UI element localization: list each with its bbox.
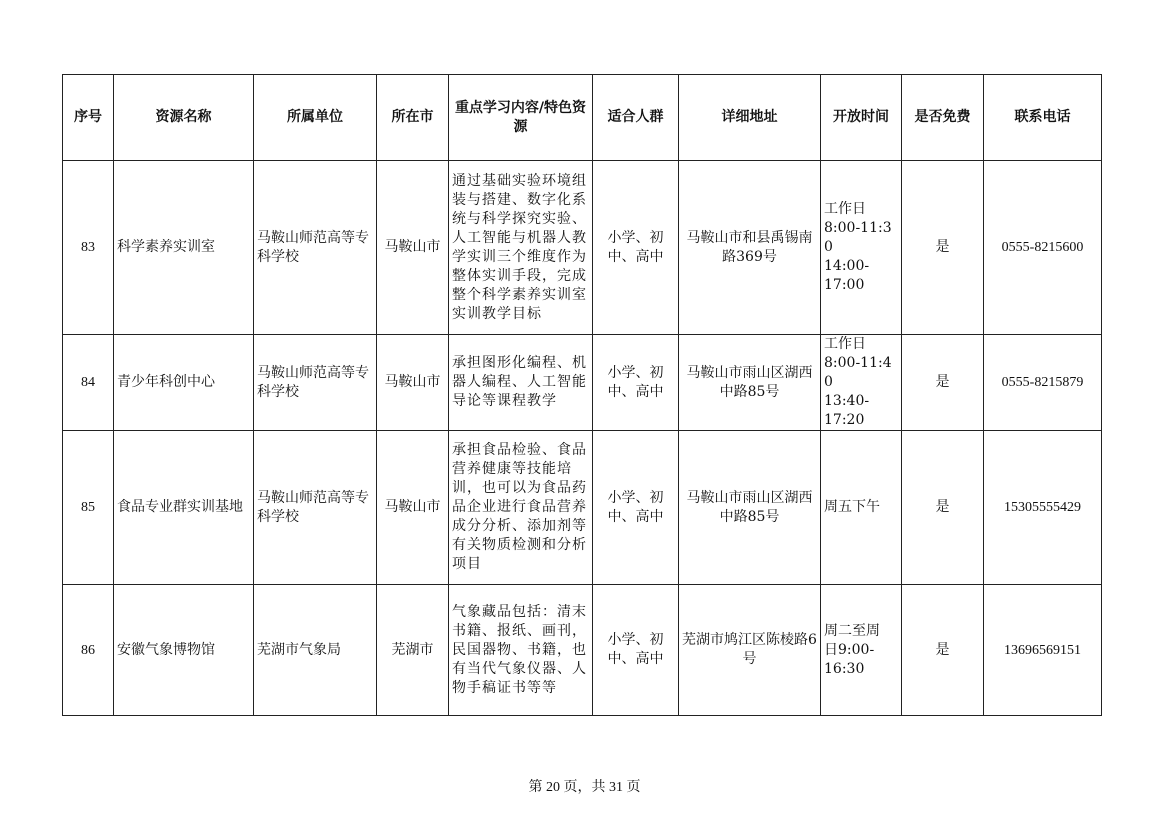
header-phone: 联系电话 (984, 75, 1102, 161)
unit: 马鞍山师范高等专科学校 (254, 335, 377, 431)
resource-name: 科学素养实训室 (114, 161, 254, 335)
city: 马鞍山市 (377, 335, 449, 431)
content (449, 161, 593, 335)
content: 承担食品检验、食品营养健康等技能培训，也可以为食品药品企业进行食品营养成分分析、添加剂等有关物质检测和分析项目 (449, 431, 593, 585)
address: 芜湖市鸠江区陈棱路6号 (679, 585, 821, 716)
resource-table (62, 74, 1102, 716)
open-hours (821, 161, 902, 335)
address: 马鞍山市雨山区湖西中路85号 (679, 431, 821, 585)
address: 马鞍山市雨山区湖西中路85号 (679, 335, 821, 431)
hours-line: 17:20 (824, 412, 865, 428)
unit: 马鞍山师范高等专科学校 (254, 431, 377, 585)
phone: 0555-8215600 (984, 161, 1102, 335)
audience: 小学、初中、高中 (593, 431, 679, 585)
hours-line: 14:00- (824, 258, 870, 274)
resource-name: 安徽气象博物馆 (114, 585, 254, 716)
audience: 小学、初中、高中 (593, 161, 679, 335)
phone: 13696569151 (984, 585, 1102, 716)
header-address: 详细地址 (679, 75, 821, 161)
content: 承担图形化编程、机器人编程、人工智能导论等课程教学 (449, 335, 593, 431)
header-content: 重点学习内容/特色资源 (449, 75, 593, 161)
row-number: 83 (63, 161, 114, 335)
audience: 小学、初中、高中 (593, 335, 679, 431)
header-free: 是否免费 (902, 75, 984, 161)
hours-line: 17:00 (824, 277, 865, 293)
header-name: 资源名称 (114, 75, 254, 161)
open-hours (821, 585, 902, 716)
table-row (63, 335, 1102, 431)
is-free: 是 (902, 161, 984, 335)
open-hours (821, 335, 902, 431)
table-row (63, 161, 1102, 335)
unit: 马鞍山师范高等专科学校 (254, 161, 377, 335)
table-row (63, 585, 1102, 716)
hours-line: 工作日 (824, 336, 866, 352)
content: 气象藏品包括：清末书籍、报纸、画刊，民国器物、书籍，也有当代气象仪器、人物手稿证书等等 (449, 585, 593, 716)
city: 芜湖市 (377, 585, 449, 716)
resource-name: 食品专业群实训基地 (114, 431, 254, 585)
is-free: 是 (902, 585, 984, 716)
header-row (63, 75, 1102, 161)
is-free: 是 (902, 335, 984, 431)
table-row (63, 431, 1102, 585)
row-number: 84 (63, 335, 114, 431)
phone: 15305555429 (984, 431, 1102, 585)
unit: 芜湖市气象局 (254, 585, 377, 716)
row-number: 86 (63, 585, 114, 716)
hours-line: 8:00-11:30 (824, 220, 892, 255)
hours-line: 8:00-11:40 (824, 355, 892, 390)
audience: 小学、初中、高中 (593, 585, 679, 716)
header-audience: 适合人群 (593, 75, 679, 161)
header-city: 所在市 (377, 75, 449, 161)
hours-line: 周二至周 (824, 622, 880, 639)
hours-line: 13:40- (824, 393, 870, 409)
open-hours (821, 431, 902, 585)
hours-line: 16:30 (824, 660, 865, 677)
content-text: 通过基础实验环境组装与搭建、数字化系统与科学探究实验、人工智能与机器人教学实训三个维度作为整体实训手段，完成整个科学素养实训室实训教学目标 (452, 172, 587, 322)
header-hours: 开放时间 (821, 75, 902, 161)
header-no: 序号 (63, 75, 114, 161)
page-footer: 第 20 页，共 31 页 (528, 780, 641, 795)
hours-line: 日9:00- (824, 641, 875, 658)
phone: 0555-8215879 (984, 335, 1102, 431)
hours-line: 周五下午 (824, 499, 880, 515)
row-number: 85 (63, 431, 114, 585)
resource-name: 青少年科创中心 (114, 335, 254, 431)
address: 马鞍山市和县禹锡南路369号 (679, 161, 821, 335)
city: 马鞍山市 (377, 431, 449, 585)
header-unit: 所属单位 (254, 75, 377, 161)
city: 马鞍山市 (377, 161, 449, 335)
hours-line: 工作日 (824, 201, 866, 217)
is-free: 是 (902, 431, 984, 585)
